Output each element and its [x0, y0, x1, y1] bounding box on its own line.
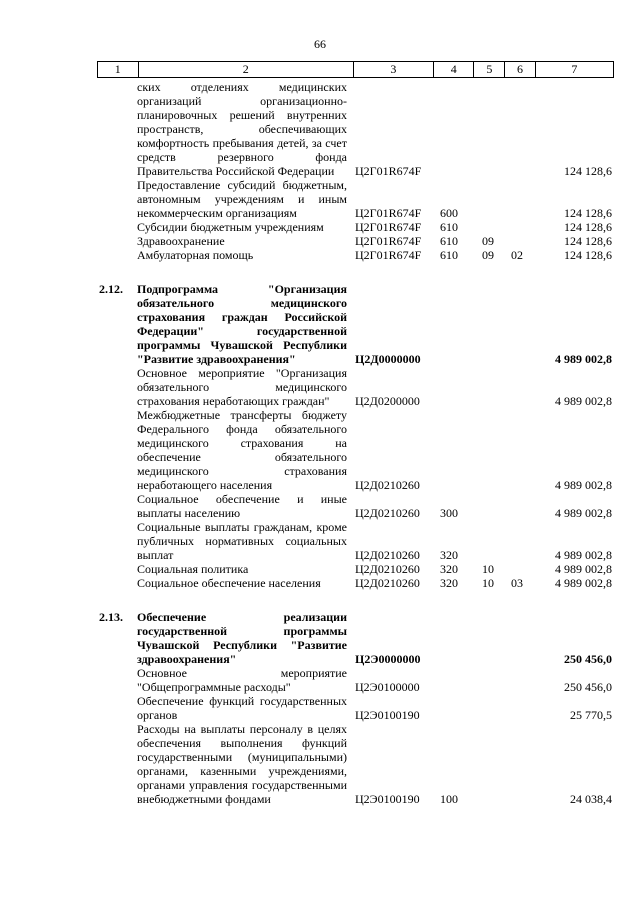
- row-description: Межбюджетные трансферты бюджету Федерального фонда обязательного медицинского страхования на обеспечение обязательного медицинского страхования неработающего населения: [137, 408, 347, 492]
- column-header-row: [98, 62, 614, 78]
- row-target-code: Ц2Д0210260: [355, 576, 420, 590]
- row-amount: 124 128,6: [564, 206, 612, 220]
- row-expense-type: 320: [440, 576, 458, 590]
- row-subsection: 03: [511, 576, 523, 590]
- row-section: 10: [482, 576, 494, 590]
- row-section: 09: [482, 248, 494, 262]
- column-header-5: 5: [474, 62, 505, 78]
- row-target-code: Ц2Д0210260: [355, 548, 420, 562]
- row-expense-type: 320: [440, 548, 458, 562]
- column-header-table: [97, 61, 614, 78]
- row-description: Субсидии бюджетным учреждениям: [137, 220, 324, 234]
- row-amount: 4 989 002,8: [555, 506, 612, 520]
- row-amount: 124 128,6: [564, 248, 612, 262]
- row-target-code: Ц2Г01R674F: [355, 220, 422, 234]
- table-row: [97, 562, 614, 576]
- column-header-3: 3: [353, 62, 433, 78]
- row-amount: 25 770,5: [570, 708, 612, 722]
- row-description: Предоставление субсидий бюджетным, автономным учреждениям и иным некоммерческим организациям: [137, 178, 347, 220]
- row-amount: 124 128,6: [564, 234, 612, 248]
- row-target-code: Ц2Д0210260: [355, 506, 420, 520]
- row-description: Социальное обеспечение и иные выплаты населению: [137, 492, 347, 520]
- row-amount: 4 989 002,8: [555, 394, 612, 408]
- row-number: 2.13.: [99, 610, 123, 624]
- row-description: Социальные выплаты гражданам, кроме публичных нормативных социальных выплат: [137, 520, 347, 562]
- row-amount: 124 128,6: [564, 220, 612, 234]
- column-header-4: 4: [433, 62, 474, 78]
- column-header-1: 1: [98, 62, 139, 78]
- row-section: 09: [482, 234, 494, 248]
- column-header-6: 6: [505, 62, 536, 78]
- table-row: [97, 576, 614, 590]
- row-number: 2.12.: [99, 282, 123, 296]
- table-row-section: [97, 610, 614, 666]
- row-description: Социальное обеспечение населения: [137, 576, 321, 590]
- row-amount: 124 128,6: [564, 164, 612, 178]
- budget-table-body: [97, 80, 614, 806]
- row-expense-type: 320: [440, 562, 458, 576]
- row-description: Обеспечение реализации государственной программы Чувашской Республики "Развитие здравоохранения": [137, 610, 347, 666]
- row-spacer: [97, 262, 614, 282]
- row-target-code: Ц2Г01R674F: [355, 206, 422, 220]
- row-amount: 4 989 002,8: [555, 478, 612, 492]
- row-target-code: Ц2Д0000000: [355, 352, 421, 366]
- column-header-2: 2: [138, 62, 353, 78]
- table-row: [97, 248, 614, 262]
- row-amount: 250 456,0: [564, 680, 612, 694]
- row-description: ских отделениях медицинских организаций организационно-планировочных решений внутренних пространств, обеспечивающих комфортность пребывания детей, за счет средств резервного фонда Правительства Российской Федерации: [137, 80, 347, 178]
- table-row: [97, 178, 614, 220]
- row-description: Здравоохранение: [137, 234, 225, 248]
- table-row: [97, 520, 614, 562]
- table-row: [97, 234, 614, 248]
- row-target-code: Ц2Д0210260: [355, 478, 420, 492]
- row-target-code: Ц2Г01R674F: [355, 164, 422, 178]
- row-description: Основное мероприятие "Общепрограммные расходы": [137, 666, 347, 694]
- row-spacer: [97, 590, 614, 610]
- table-row: [97, 492, 614, 520]
- row-target-code: Ц2Э0100190: [355, 792, 420, 806]
- table-row: [97, 694, 614, 722]
- row-amount: 24 038,4: [570, 792, 612, 806]
- table-row: [97, 408, 614, 492]
- row-description: Подпрограмма "Организация обязательного медицинского страхования граждан Российской Федерации" государственной программы Чувашской Республики "Развитие здравоохранения": [137, 282, 347, 366]
- row-target-code: Ц2Э0100190: [355, 708, 420, 722]
- row-expense-type: 610: [440, 234, 458, 248]
- table-row: [97, 366, 614, 408]
- row-target-code: Ц2Э0100000: [355, 680, 420, 694]
- row-target-code: Ц2Э0000000: [355, 652, 421, 666]
- row-target-code: Ц2Д0210260: [355, 562, 420, 576]
- row-expense-type: 610: [440, 248, 458, 262]
- table-row: [97, 220, 614, 234]
- row-expense-type: 100: [440, 792, 458, 806]
- row-expense-type: 600: [440, 206, 458, 220]
- row-description: Социальная политика: [137, 562, 249, 576]
- row-amount: 4 989 002,8: [555, 562, 612, 576]
- row-target-code: Ц2Д0200000: [355, 394, 420, 408]
- table-row-section: [97, 282, 614, 366]
- row-description: Обеспечение функций государственных органов: [137, 694, 347, 722]
- row-amount: 250 456,0: [564, 652, 612, 666]
- table-row: [97, 722, 614, 806]
- row-expense-type: 610: [440, 220, 458, 234]
- row-description: Расходы на выплаты персоналу в целях обеспечения выполнения функций государственными (муниципальными) органами, казенными учреждениями, органами управления государственными внебюджетными фондами: [137, 722, 347, 806]
- row-expense-type: 300: [440, 506, 458, 520]
- page-number: 66: [314, 37, 326, 51]
- row-amount: 4 989 002,8: [555, 576, 612, 590]
- column-header-7: 7: [535, 62, 613, 78]
- row-amount: 4 989 002,8: [555, 352, 612, 366]
- row-description: Амбулаторная помощь: [137, 248, 254, 262]
- row-amount: 4 989 002,8: [555, 548, 612, 562]
- table-row: [97, 80, 614, 178]
- row-subsection: 02: [511, 248, 523, 262]
- row-section: 10: [482, 562, 494, 576]
- table-row: [97, 666, 614, 694]
- row-target-code: Ц2Г01R674F: [355, 248, 422, 262]
- row-target-code: Ц2Г01R674F: [355, 234, 422, 248]
- row-description: Основное мероприятие "Организация обязательного медицинского страхования неработающих граждан": [137, 366, 347, 408]
